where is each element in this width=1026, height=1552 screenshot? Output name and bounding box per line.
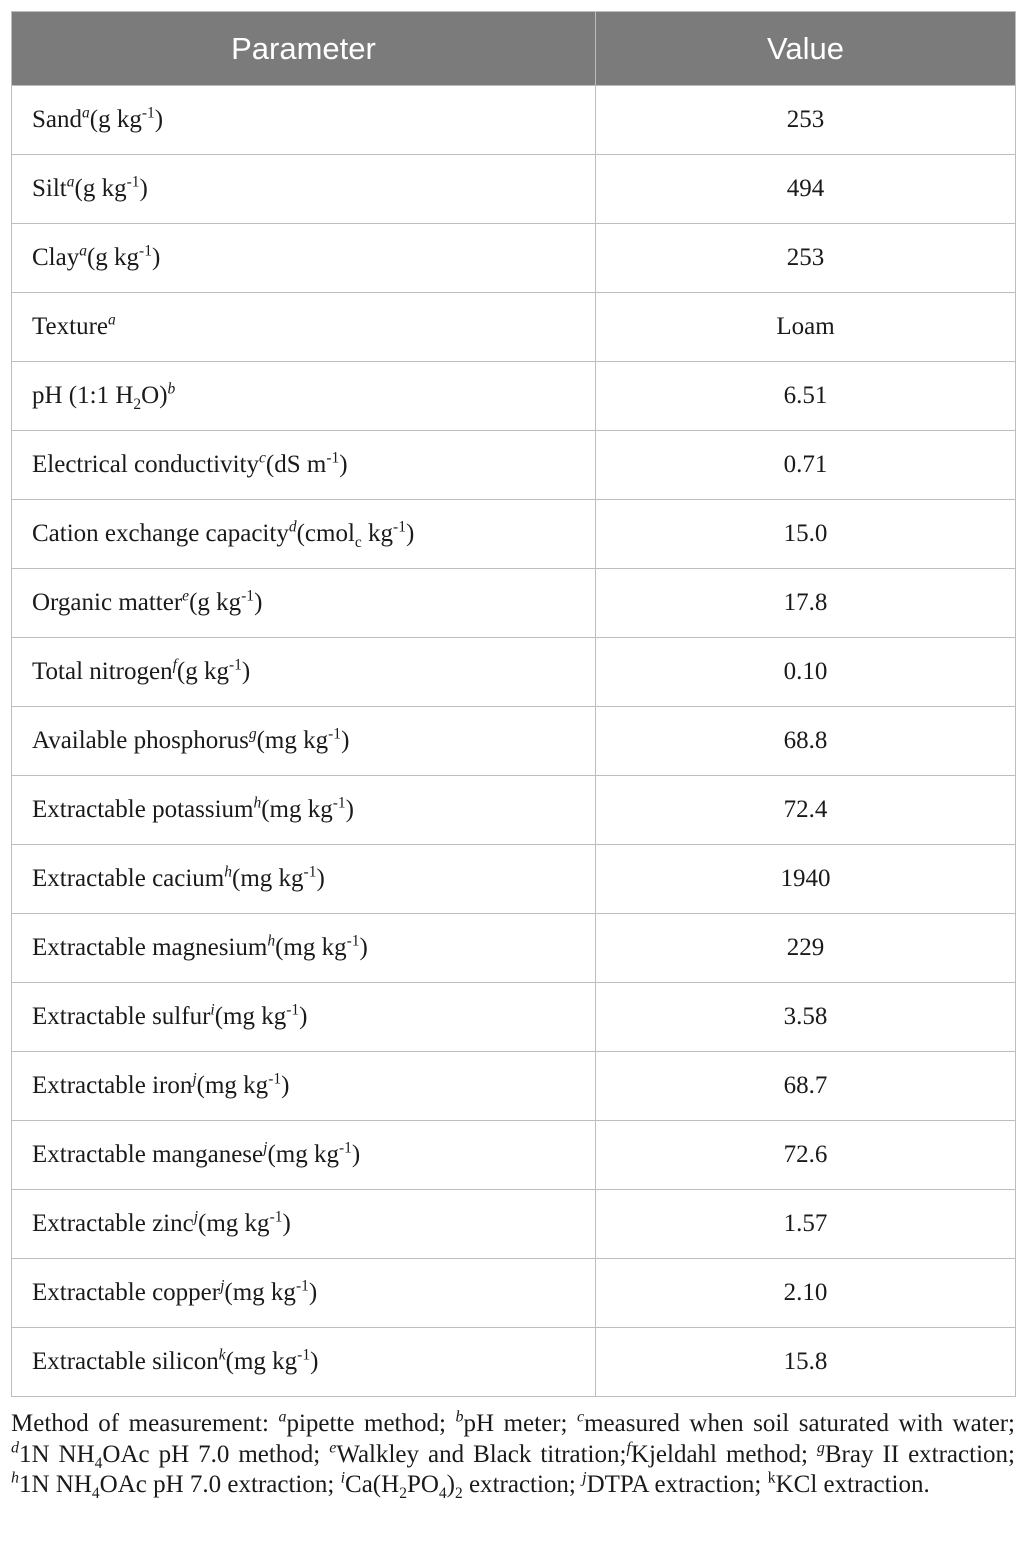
parameter-label: Extractable cacium (32, 865, 225, 892)
footnote-marker: e (182, 587, 190, 605)
table-row (12, 776, 1016, 845)
parameter-label: Clay (32, 244, 80, 271)
unit-text: (g kg (189, 589, 242, 616)
value-cell: 253 (596, 86, 1016, 155)
value-cell: 72.4 (596, 776, 1016, 845)
unit-text-end: ) (345, 796, 354, 823)
footnote-i-text-4: extraction; (462, 1471, 583, 1498)
footnote-marker: h (224, 863, 232, 881)
unit-exponent: -1 (393, 518, 406, 536)
footnote-marker: a (108, 311, 116, 329)
value-cell: 2.10 (596, 1259, 1016, 1328)
unit-exponent: -1 (295, 1277, 309, 1295)
parameter-cell (12, 431, 596, 500)
footnote-f-text: Kjeldahl method; (630, 1440, 817, 1468)
footnote-d-text-end: OAc pH 7.0 method; (102, 1440, 330, 1468)
unit-exponent: -1 (346, 932, 360, 950)
table-row (12, 707, 1016, 776)
value-cell: 15.8 (596, 1328, 1016, 1397)
value-cell: 68.7 (596, 1052, 1016, 1121)
parameter-cell (12, 707, 596, 776)
soil-properties-table-container (11, 11, 1015, 1501)
footnote-i-subscript-2: 4 (438, 1485, 447, 1502)
table-row (12, 845, 1016, 914)
parameter-cell (12, 362, 596, 431)
unit-text: (mg kg (225, 1348, 298, 1375)
parameter-label: Extractable zinc (32, 1210, 194, 1237)
parameter-label: Silt (32, 175, 67, 202)
footnote-b-text: pH meter; (463, 1410, 577, 1437)
footnote-marker: j (192, 1070, 197, 1088)
parameter-cell (12, 638, 596, 707)
table-row (12, 1121, 1016, 1190)
unit-text: (mg kg (267, 1141, 339, 1168)
table-row (12, 1052, 1016, 1121)
unit-text-end: ) (282, 1210, 291, 1237)
unit-text-end: ) (154, 106, 164, 133)
parameter-label: Extractable silicon (32, 1348, 219, 1375)
footnote-intro: Method of measurement: (11, 1410, 279, 1437)
unit-text-end: ) (310, 1348, 319, 1375)
unit-text-end: ) (308, 1279, 318, 1306)
unit-exponent: -1 (228, 656, 242, 674)
parameter-label: Sand (32, 106, 82, 133)
footnote-marker-g: g (816, 1439, 825, 1457)
parameter-label: Extractable sulfur (32, 1003, 211, 1030)
parameter-label: Organic matter (32, 589, 183, 616)
footnote-d-subscript: 4 (94, 1454, 103, 1472)
unit-exponent: -1 (286, 1001, 300, 1019)
table-footnote (11, 1409, 1015, 1501)
value-cell: 253 (596, 224, 1016, 293)
footnote-marker-k: k (767, 1469, 776, 1487)
value-cell: 494 (596, 155, 1016, 224)
unit-text: (g kg (176, 658, 229, 685)
footnote-i-subscript-1: 2 (399, 1485, 407, 1502)
table-row (12, 86, 1016, 155)
parameter-label: Cation exchange capacity (32, 520, 289, 547)
table-row (12, 293, 1016, 362)
parameter-cell (12, 293, 596, 362)
parameter-cell (12, 914, 596, 983)
unit-exponent: -1 (326, 449, 340, 467)
unit-text: (mg kg (196, 1072, 269, 1099)
unit-text: (mg kg (232, 865, 304, 892)
unit-text: (mg kg (256, 727, 329, 754)
unit-text: (mg kg (214, 1003, 287, 1030)
unit-text-end: ) (316, 865, 325, 892)
footnote-h-subscript: 4 (91, 1485, 100, 1502)
footnote-marker: i (210, 1001, 215, 1019)
footnote-marker: a (66, 173, 75, 191)
table-header (12, 12, 1016, 86)
footnote-marker-b: b (455, 1408, 464, 1426)
footnote-marker: b (167, 380, 176, 398)
parameter-cell (12, 1121, 596, 1190)
parameter-label: pH (1:1 H (32, 382, 134, 409)
table-row (12, 638, 1016, 707)
footnote-c-text: measured when soil saturated with water; (584, 1410, 1015, 1437)
value-cell: 229 (596, 914, 1016, 983)
footnote-e-text: Walkley and Black titration; (336, 1440, 627, 1468)
unit-text-end: ) (299, 1003, 308, 1030)
table-row (12, 983, 1016, 1052)
parameter-label-end: O) (141, 382, 168, 409)
footnote-marker: j (220, 1277, 225, 1295)
table-row (12, 362, 1016, 431)
footnote-marker: h (267, 932, 276, 950)
table-row (12, 224, 1016, 293)
parameter-cell (12, 983, 596, 1052)
value-cell: 1.57 (596, 1190, 1016, 1259)
value-cell: 0.71 (596, 431, 1016, 500)
table-row (12, 1190, 1016, 1259)
header-parameter: Parameter (12, 12, 596, 86)
unit-exponent: -1 (141, 104, 155, 122)
unit-subscript: c (354, 534, 362, 551)
unit-exponent: -1 (126, 173, 140, 191)
footnote-marker: a (82, 104, 90, 122)
parameter-label: Electrical conductivity (32, 451, 259, 478)
unit-text-mid: kg (361, 520, 394, 547)
footnote-i-text-3: ) (446, 1471, 455, 1498)
footnote-i-subscript-3: 2 (454, 1485, 463, 1502)
table-row (12, 569, 1016, 638)
footnote-marker-j: j (582, 1469, 587, 1487)
footnote-marker-c: c (576, 1408, 585, 1426)
unit-text-end: ) (341, 727, 350, 754)
unit-text: (mg kg (261, 796, 333, 823)
unit-text-end: ) (241, 658, 251, 685)
unit-exponent: -1 (303, 863, 317, 881)
parameter-label-subscript: 2 (133, 396, 142, 413)
footnote-marker: k (218, 1346, 226, 1364)
unit-exponent: -1 (338, 1139, 352, 1157)
value-cell: 3.58 (596, 983, 1016, 1052)
footnote-marker-d: d (11, 1439, 19, 1457)
footnote-marker: h (253, 794, 262, 812)
unit-text: (mg kg (224, 1279, 296, 1306)
unit-text-end: ) (405, 520, 415, 547)
unit-text: (mg kg (275, 934, 347, 961)
unit-text: (mg kg (198, 1210, 270, 1237)
unit-exponent: -1 (241, 587, 255, 605)
unit-text-end: ) (151, 244, 161, 271)
parameter-label: Total nitrogen (32, 658, 173, 685)
parameter-label: Texture (32, 313, 108, 340)
unit-text-end: ) (359, 934, 368, 961)
header-value: Value (596, 12, 1016, 86)
unit-text-end: ) (339, 451, 348, 478)
value-cell: 6.51 (596, 362, 1016, 431)
footnote-marker-f: f (626, 1439, 631, 1457)
parameter-cell (12, 1259, 596, 1328)
footnote-marker: f (172, 656, 177, 674)
parameter-cell (12, 155, 596, 224)
unit-exponent: -1 (139, 242, 152, 260)
table-row (12, 431, 1016, 500)
value-cell: 72.6 (596, 1121, 1016, 1190)
parameter-label: Extractable potassium (32, 796, 254, 823)
footnote-marker: d (288, 518, 297, 536)
parameter-cell (12, 776, 596, 845)
value-cell: Loam (596, 293, 1016, 362)
unit-text: (dS m (265, 451, 327, 478)
unit-text-end: ) (281, 1072, 290, 1099)
parameter-cell (12, 569, 596, 638)
footnote-marker: j (193, 1208, 199, 1226)
unit-text: (cmol (296, 520, 355, 547)
unit-text-end: ) (139, 175, 148, 202)
value-cell: 17.8 (596, 569, 1016, 638)
footnote-i-text: Ca(H (345, 1471, 400, 1498)
footnote-i-text-2: PO (406, 1471, 439, 1498)
value-cell: 0.10 (596, 638, 1016, 707)
footnote-marker: g (248, 725, 257, 743)
unit-exponent: -1 (297, 1346, 311, 1364)
unit-text-end: ) (351, 1141, 361, 1168)
footnote-marker-i: i (340, 1469, 346, 1487)
unit-text-end: ) (254, 589, 263, 616)
footnote-d-text: 1N NH (19, 1440, 95, 1468)
unit-exponent: -1 (328, 725, 342, 743)
parameter-cell (12, 1328, 596, 1397)
soil-properties-table (11, 11, 1016, 1397)
table-body (12, 86, 1016, 1397)
unit-exponent: -1 (332, 794, 346, 812)
footnote-j-text: DTPA extraction; (586, 1471, 768, 1498)
table-row (12, 1328, 1016, 1397)
unit-exponent: -1 (269, 1208, 283, 1226)
parameter-label: Extractable magnesium (32, 934, 268, 961)
footnote-marker: a (79, 242, 87, 260)
parameter-cell (12, 845, 596, 914)
footnote-h-text: 1N NH (19, 1471, 92, 1498)
unit-exponent: -1 (268, 1070, 282, 1088)
footnote-a-text: pipette method; (286, 1410, 456, 1437)
parameter-cell (12, 224, 596, 293)
footnote-g-text: Bray II extraction; (824, 1440, 1015, 1468)
footnote-k-text: KCl extraction. (775, 1471, 930, 1498)
value-cell: 68.8 (596, 707, 1016, 776)
value-cell: 15.0 (596, 500, 1016, 569)
footnote-marker: j (263, 1139, 268, 1157)
parameter-label: Available phosphorus (32, 727, 249, 754)
parameter-cell (12, 86, 596, 155)
unit-text: (g kg (74, 175, 127, 202)
footnote-marker-e: e (329, 1439, 337, 1457)
header-row (12, 12, 1016, 86)
table-row (12, 1259, 1016, 1328)
table-row (12, 500, 1016, 569)
parameter-cell (12, 1052, 596, 1121)
parameter-label: Extractable iron (32, 1072, 193, 1099)
parameter-cell (12, 1190, 596, 1259)
footnote-h-text-end: OAc pH 7.0 extraction; (99, 1471, 341, 1498)
footnote-marker: c (259, 449, 266, 467)
value-cell: 1940 (596, 845, 1016, 914)
unit-text: (g kg (89, 106, 142, 133)
table-row (12, 914, 1016, 983)
unit-text: (g kg (86, 244, 140, 271)
parameter-label: Extractable manganese (32, 1141, 264, 1168)
parameter-cell (12, 500, 596, 569)
parameter-label: Extractable copper (32, 1279, 221, 1306)
table-row (12, 155, 1016, 224)
footnote-marker-a: a (278, 1408, 287, 1426)
footnote-marker-h: h (11, 1469, 19, 1487)
